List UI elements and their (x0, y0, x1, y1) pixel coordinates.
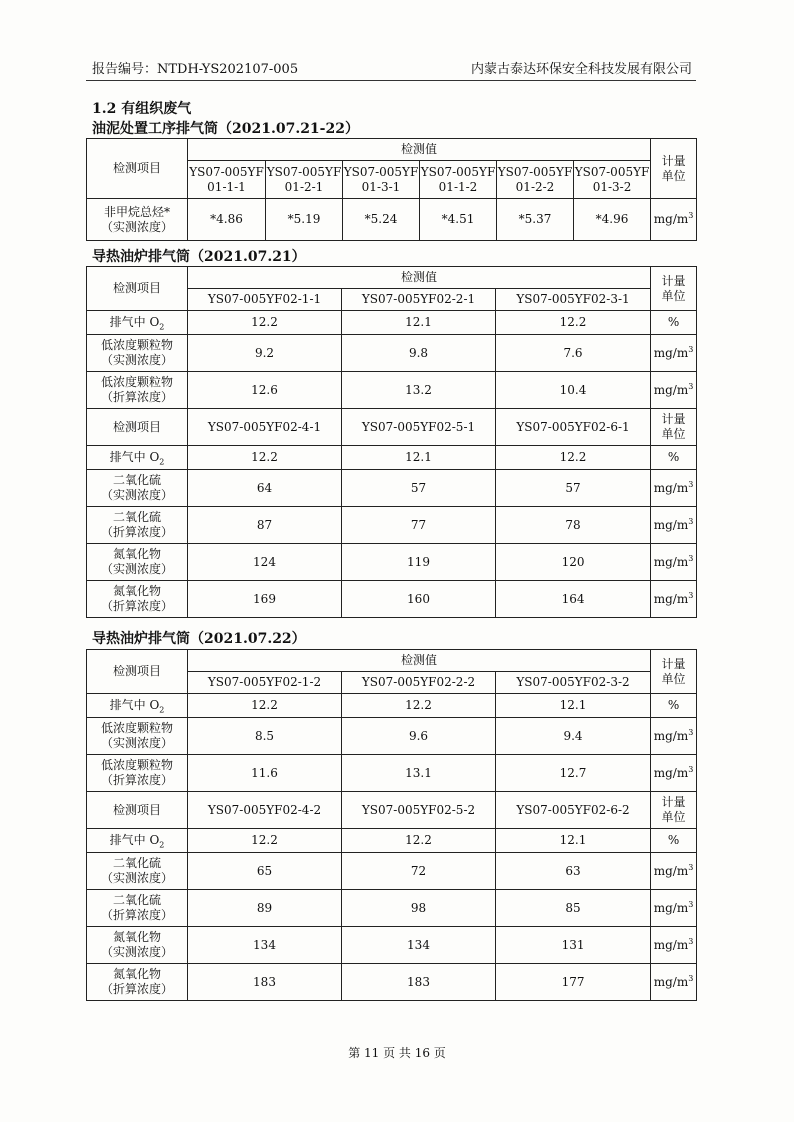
item-name: 低浓度颗粒物 （实测浓度） (87, 335, 188, 372)
sample-code: YS07-005YF02-5-1 (342, 409, 496, 446)
item-header: 检测项目 (87, 267, 188, 311)
unit-header: 计量 单位 (651, 409, 697, 446)
table1-title: 油泥处置工序排气筒（2021.07.21-22） (92, 121, 359, 137)
unit-cell: $mg/m^3$ (651, 372, 697, 409)
unit-header: 计量 单位 (651, 139, 697, 199)
value-cell: 12.7 (496, 755, 651, 792)
value-cell: 12.6 (188, 372, 342, 409)
item-name: 氮氧化物 （实测浓度） (87, 544, 188, 581)
sample-code: YS07-005YF02-6-2 (496, 792, 651, 829)
unit-cell: $mg/m^3$ (651, 581, 697, 618)
unit-cell: % (651, 446, 697, 470)
value-cell: 63 (496, 853, 651, 890)
value-cell: 72 (342, 853, 496, 890)
unit-cell: % (651, 829, 697, 853)
sample-code: YS07-005YF02-2-2 (342, 672, 496, 694)
unit-cell: $mg/m^3$ (651, 544, 697, 581)
value-cell: 85 (496, 890, 651, 927)
value-cell: *4.51 (420, 199, 497, 241)
unit-cell: $mg/m^3$ (651, 964, 697, 1001)
table2-title: 导热油炉排气筒（2021.07.21） (92, 249, 306, 265)
value-cell: *5.19 (266, 199, 343, 241)
item-header: 检测项目 (87, 650, 188, 694)
value-cell: 12.1 (496, 829, 651, 853)
item-header: 检测项目 (87, 792, 188, 829)
value-cell: 183 (342, 964, 496, 1001)
sample-code: YS07-005YF 01-3-2 (574, 161, 651, 199)
value-cell: 9.2 (188, 335, 342, 372)
table-oil-sludge (86, 138, 697, 241)
unit-cell: % (651, 311, 697, 335)
unit-header: 计量 单位 (651, 650, 697, 694)
value-cell: 64 (188, 470, 342, 507)
item-name: 低浓度颗粒物 （实测浓度） (87, 718, 188, 755)
value-cell: 11.6 (188, 755, 342, 792)
table-row (87, 335, 697, 372)
sample-code: YS07-005YF 01-1-1 (188, 161, 266, 199)
sample-code: YS07-005YF 01-2-1 (266, 161, 343, 199)
value-cell: 12.2 (342, 694, 496, 718)
value-cell: 131 (496, 927, 651, 964)
sample-code: YS07-005YF02-5-2 (342, 792, 496, 829)
value-cell: 89 (188, 890, 342, 927)
section-title: 1.2 有组织废气 (92, 101, 192, 117)
sample-code: YS07-005YF02-1-2 (188, 672, 342, 694)
value-cell: 124 (188, 544, 342, 581)
company-name: 内蒙古泰达环保安全科技发展有限公司 (470, 62, 692, 77)
item-name: 二氧化硫 （折算浓度） (87, 507, 188, 544)
value-header: 检测值 (188, 139, 651, 161)
table-row (87, 853, 697, 890)
table-row (87, 694, 697, 718)
value-cell: 9.4 (496, 718, 651, 755)
header-divider (86, 80, 696, 81)
value-cell: 65 (188, 853, 342, 890)
value-cell: *5.24 (343, 199, 420, 241)
sample-code: YS07-005YF02-6-1 (496, 409, 651, 446)
value-cell: 87 (188, 507, 342, 544)
table-heat-oil-0722 (86, 649, 697, 1001)
item-name: 二氧化硫 （实测浓度） (87, 470, 188, 507)
table-row (87, 927, 697, 964)
table-row (87, 964, 697, 1001)
value-cell: 9.8 (342, 335, 496, 372)
value-header: 检测值 (188, 650, 651, 672)
item-name: 氮氧化物 （折算浓度） (87, 964, 188, 1001)
value-cell: 98 (342, 890, 496, 927)
value-cell: 169 (188, 581, 342, 618)
value-cell: 9.6 (342, 718, 496, 755)
value-cell: 119 (342, 544, 496, 581)
value-cell: 12.2 (188, 829, 342, 853)
sample-code: YS07-005YF02-3-1 (496, 289, 651, 311)
table-heat-oil-0721 (86, 266, 697, 618)
table-row (87, 581, 697, 618)
value-cell: 120 (496, 544, 651, 581)
table-row (87, 890, 697, 927)
item-header: 检测项目 (87, 409, 188, 446)
value-cell: *4.86 (188, 199, 266, 241)
table-row (87, 829, 697, 853)
table-row (87, 199, 697, 241)
item-name: 低浓度颗粒物 （折算浓度） (87, 372, 188, 409)
table-row (87, 718, 697, 755)
unit-cell: $mg/m^3$ (651, 755, 697, 792)
unit-cell: $mg/m^3$ (651, 507, 697, 544)
item-name: 低浓度颗粒物 （折算浓度） (87, 755, 188, 792)
value-cell: 78 (496, 507, 651, 544)
value-cell: 7.6 (496, 335, 651, 372)
value-header: 检测值 (188, 267, 651, 289)
value-cell: 57 (496, 470, 651, 507)
report-number: 报告编号：NTDH-YS202107-005 (92, 62, 299, 77)
value-cell: 13.2 (342, 372, 496, 409)
value-cell: 12.2 (342, 829, 496, 853)
value-cell: 12.2 (496, 311, 651, 335)
unit-cell: $mg/m^3$ (651, 718, 697, 755)
unit-cell: $mg/m^3$ (651, 890, 697, 927)
table-row (87, 544, 697, 581)
value-cell: 13.1 (342, 755, 496, 792)
unit-cell: $mg/m^3$ (651, 335, 697, 372)
value-cell: 134 (342, 927, 496, 964)
value-cell: 8.5 (188, 718, 342, 755)
item-name: 二氧化硫 （折算浓度） (87, 890, 188, 927)
unit-cell: $mg/m^3$ (651, 199, 697, 241)
item-name: 排气中 $O_2$ (87, 446, 188, 470)
value-cell: 77 (342, 507, 496, 544)
table-row (87, 470, 697, 507)
unit-header: 计量 单位 (651, 792, 697, 829)
value-cell: 183 (188, 964, 342, 1001)
value-cell: 12.1 (342, 311, 496, 335)
value-cell: 12.1 (342, 446, 496, 470)
value-cell: 12.2 (496, 446, 651, 470)
value-cell: 12.2 (188, 311, 342, 335)
sample-code: YS07-005YF 01-2-2 (497, 161, 574, 199)
value-cell: *5.37 (497, 199, 574, 241)
value-cell: 12.2 (188, 446, 342, 470)
unit-cell: $mg/m^3$ (651, 853, 697, 890)
table-row (87, 446, 697, 470)
item-name: 非甲烷总烃* （实测浓度） (87, 199, 188, 241)
sample-code: YS07-005YF02-4-1 (188, 409, 342, 446)
item-name: 氮氧化物 （折算浓度） (87, 581, 188, 618)
table-row (87, 755, 697, 792)
item-name: 氮氧化物 （实测浓度） (87, 927, 188, 964)
table-row (87, 507, 697, 544)
table-row (87, 372, 697, 409)
sample-code: YS07-005YF02-2-1 (342, 289, 496, 311)
page-header (92, 58, 692, 78)
page-number: 第 11 页 共 16 页 (348, 1046, 446, 1060)
table-row (87, 311, 697, 335)
value-cell: 160 (342, 581, 496, 618)
table3-title: 导热油炉排气筒（2021.07.22） (92, 631, 306, 647)
value-cell: 57 (342, 470, 496, 507)
item-name: 排气中 $O_2$ (87, 829, 188, 853)
value-cell: 177 (496, 964, 651, 1001)
value-cell: 10.4 (496, 372, 651, 409)
sample-code: YS07-005YF 01-3-1 (343, 161, 420, 199)
value-cell: *4.96 (574, 199, 651, 241)
sample-code: YS07-005YF02-3-2 (496, 672, 651, 694)
unit-header: 计量 单位 (651, 267, 697, 311)
value-cell: 12.1 (496, 694, 651, 718)
value-cell: 134 (188, 927, 342, 964)
item-name: 排气中 $O_2$ (87, 694, 188, 718)
unit-cell: $mg/m^3$ (651, 927, 697, 964)
unit-cell: $mg/m^3$ (651, 470, 697, 507)
sample-code: YS07-005YF02-1-1 (188, 289, 342, 311)
item-name: 排气中 $O_2$ (87, 311, 188, 335)
unit-cell: % (651, 694, 697, 718)
item-header: 检测项目 (87, 139, 188, 199)
value-cell: 12.2 (188, 694, 342, 718)
sample-code: YS07-005YF 01-1-2 (420, 161, 497, 199)
sample-code: YS07-005YF02-4-2 (188, 792, 342, 829)
item-name: 二氧化硫 （实测浓度） (87, 853, 188, 890)
value-cell: 164 (496, 581, 651, 618)
